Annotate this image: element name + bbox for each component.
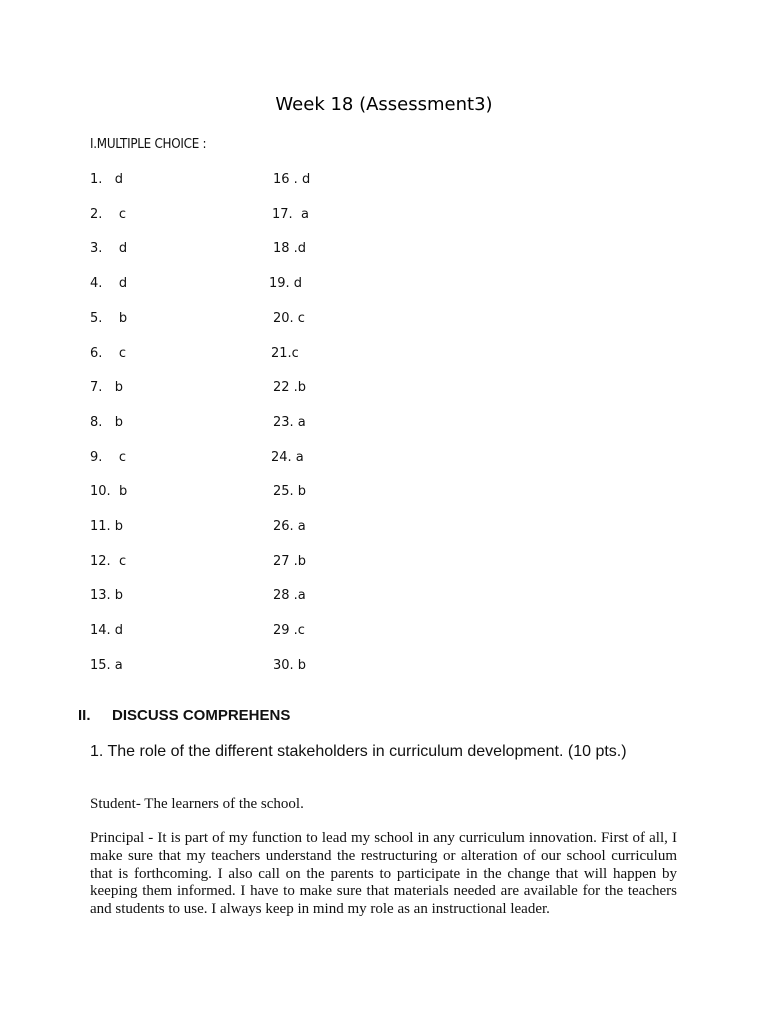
- answer-item-left: 10. b: [90, 484, 128, 500]
- page-title: Week 18 (Assessment3): [275, 94, 493, 115]
- answer-item-left: 11. b: [90, 519, 124, 534]
- answer-item-left: 14. d: [90, 623, 124, 639]
- principal-paragraph: Principal - It is part of my function to lead my school in any curriculum innovation. First of all, I make sure that my teachers understand the restructuring or alteration of our school curriculum that is forthcoming. I also call on the parents to participate in the change that will happen by keeping them informed. I have to make sure that materials needed are available for the teachers and students to use. I always keep in mind my role as an instructional leader.: [90, 830, 677, 918]
- student-paragraph: Student- The learners of the school.: [90, 796, 304, 812]
- answer-item-left: 6. c: [90, 345, 127, 361]
- discussion-question: 1. The role of the different stakeholders in curriculum development. (10 pts.): [90, 743, 627, 760]
- answer-item-right: 29 .c: [273, 623, 305, 639]
- answer-item-right: 28 .a: [273, 588, 306, 604]
- answer-item-left: 13. b: [90, 588, 124, 604]
- answer-item-left: 15. a: [90, 657, 123, 673]
- section-2-number: II.: [78, 707, 91, 724]
- answer-item-right: 24. a: [271, 449, 304, 465]
- answer-item-right: 17. a: [272, 206, 309, 222]
- answer-item-left: 12. c: [90, 553, 127, 569]
- answer-item-left: 2. c: [90, 206, 127, 222]
- answer-item-left: 9. c: [90, 449, 127, 465]
- multiple-choice-heading: I.MULTIPLE CHOICE :: [90, 137, 207, 152]
- answer-item-right: 19. d: [269, 276, 303, 292]
- answer-item-right: 20. c: [273, 310, 305, 326]
- answer-item-left: 4. d: [90, 276, 128, 292]
- answer-item-left: 1. d: [90, 172, 124, 187]
- answer-item-left: 3. d: [90, 241, 128, 257]
- section-2-title: DISCUSS COMPREHENS: [112, 707, 291, 724]
- section-2-heading: [78, 706, 290, 726]
- answer-item-right: 30. b: [273, 657, 307, 673]
- answer-item-right: 27 .b: [273, 553, 307, 569]
- answer-item-right: 25. b: [273, 484, 307, 500]
- answer-item-left: 7. b: [90, 380, 124, 396]
- answer-item-right: 26. a: [273, 519, 306, 534]
- answer-item-right: 18 .d: [273, 241, 307, 257]
- answer-item-right: 23. a: [273, 414, 306, 430]
- answer-item-right: 16 . d: [273, 172, 311, 187]
- answer-item-right: 21.c: [271, 345, 299, 361]
- answer-item-left: 8. b: [90, 414, 124, 430]
- answer-item-left: 5. b: [90, 310, 128, 326]
- answer-item-right: 22 .b: [273, 380, 307, 396]
